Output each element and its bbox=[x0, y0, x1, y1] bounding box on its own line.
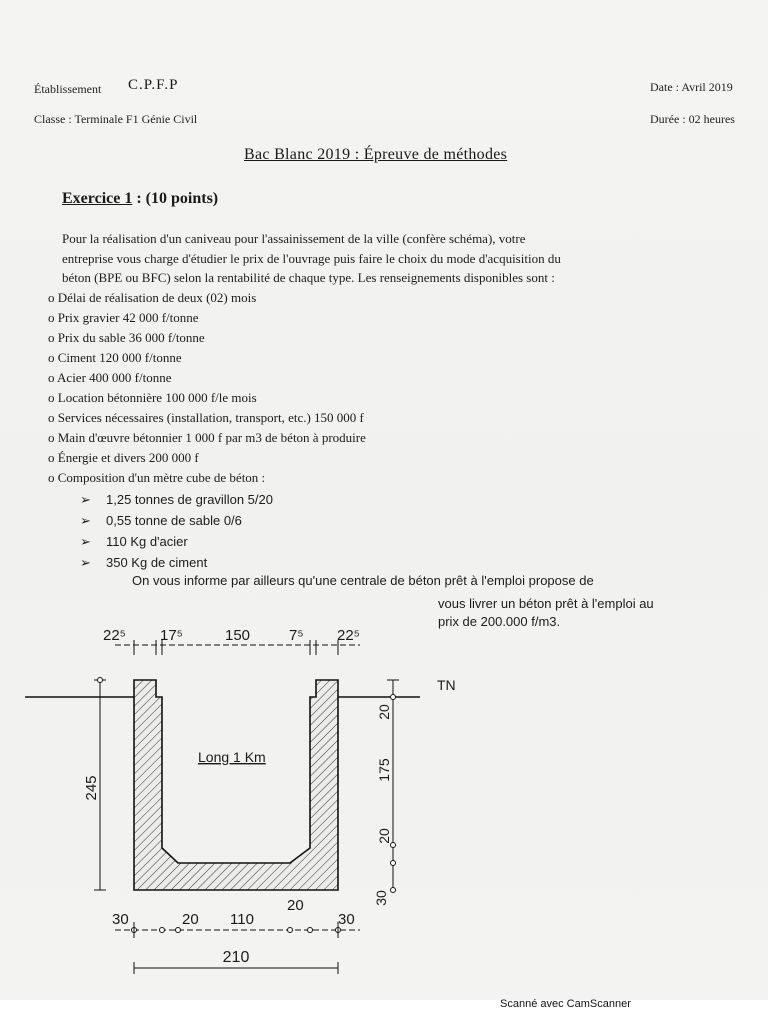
arrow-icon: ➢ bbox=[80, 513, 91, 528]
dim-top-label: 7⁵ bbox=[289, 627, 304, 644]
exercise-label: Exercice 1 bbox=[62, 190, 133, 207]
intro-line: béton (BPE ou BFC) selon la rentabilité de chaque type. Les renseignements disponibles sont : bbox=[62, 270, 555, 285]
tn-label: TN bbox=[437, 677, 456, 693]
duration-label: Durée : 02 heures bbox=[650, 112, 735, 126]
dim-right-label: 20 bbox=[376, 828, 392, 844]
list-item: o Prix du sable 36 000 f/tonne bbox=[48, 330, 205, 345]
arrow-icon: ➢ bbox=[80, 534, 91, 549]
list-item: o Énergie et divers 200 000 f bbox=[48, 450, 199, 465]
dim-total-label: 210 bbox=[222, 949, 250, 966]
dim-bottom-label: 30 bbox=[338, 911, 355, 928]
dim-right-label: 30 bbox=[373, 890, 389, 906]
school-label: Établissement bbox=[34, 82, 102, 96]
list-item: o Délai de réalisation de deux (02) mois bbox=[48, 290, 257, 305]
dim-point bbox=[288, 928, 293, 933]
dim-top-label: 150 bbox=[225, 627, 251, 644]
list-item: o Location bétonnière 100 000 f/le mois bbox=[48, 390, 257, 405]
dim-top-label: 17⁵ bbox=[160, 627, 183, 644]
list-item: o Composition d'un mètre cube de béton : bbox=[48, 470, 266, 485]
dim-point bbox=[176, 928, 181, 933]
dim-point bbox=[391, 861, 396, 866]
composition-text: 350 Kg de ciment bbox=[106, 555, 208, 570]
dim-bottom-label: 110 bbox=[230, 911, 254, 928]
dim-bottom-label: 30 bbox=[112, 911, 129, 928]
channel-section bbox=[134, 680, 338, 890]
info-line: prix de 200.000 f/m3. bbox=[438, 614, 561, 629]
info-line: vous livrer un béton prêt à l'emploi au bbox=[438, 596, 654, 611]
composition-text: 0,55 tonne de sable 0/6 bbox=[106, 513, 242, 528]
composition-text: 110 Kg d'acier bbox=[106, 534, 188, 549]
intro-line: Pour la réalisation d'un caniveau pour l'assainissement de la ville (confère schéma), votre bbox=[62, 231, 526, 246]
dim-point bbox=[308, 928, 313, 933]
info-line: On vous informe par ailleurs qu'une centrale de béton prêt à l'emploi propose de bbox=[132, 573, 594, 588]
page-title: Bac Blanc 2019 : Épreuve de méthodes bbox=[244, 146, 508, 163]
dim-right-label: 20 bbox=[376, 704, 392, 720]
dim-top-label: 22⁵ bbox=[337, 627, 360, 644]
composition-text: 1,25 tonnes de gravillon 5/20 bbox=[106, 492, 273, 507]
exercise-points: : (10 points) bbox=[132, 190, 219, 207]
dim-point bbox=[391, 888, 396, 893]
dim-right-label: 175 bbox=[376, 758, 392, 782]
dim-bottom-label: 20 bbox=[287, 897, 304, 914]
dim-point bbox=[160, 928, 165, 933]
scanner-footer: Scanné avec CamScanner bbox=[500, 998, 631, 1010]
dim-point bbox=[98, 678, 103, 683]
dim-bottom-label: 20 bbox=[182, 911, 199, 928]
list-item: o Services nécessaires (installation, transport, etc.) 150 000 f bbox=[48, 410, 364, 425]
school-name: C.P.F.P bbox=[128, 77, 179, 93]
list-item: o Ciment 120 000 f/tonne bbox=[48, 350, 182, 365]
class-label: Classe : Terminale F1 Génie Civil bbox=[34, 112, 198, 126]
dim-left-label: 245 bbox=[83, 775, 100, 801]
list-item: o Acier 400 000 f/tonne bbox=[48, 370, 172, 385]
intro-line: entreprise vous charge d'étudier le prix de l'ouvrage puis faire le choix du mode d'acquisition du bbox=[62, 251, 561, 266]
arrow-icon: ➢ bbox=[80, 555, 91, 570]
length-label: Long 1 Km bbox=[198, 749, 266, 765]
list-item: o Main d'œuvre bétonnier 1 000 f par m3 de béton à produire bbox=[48, 430, 366, 445]
dim-point bbox=[391, 695, 396, 700]
date-label: Date : Avril 2019 bbox=[650, 80, 733, 94]
arrow-icon: ➢ bbox=[80, 492, 91, 507]
dim-top-label: 22⁵ bbox=[103, 627, 126, 644]
list-item: o Prix gravier 42 000 f/tonne bbox=[48, 310, 199, 325]
